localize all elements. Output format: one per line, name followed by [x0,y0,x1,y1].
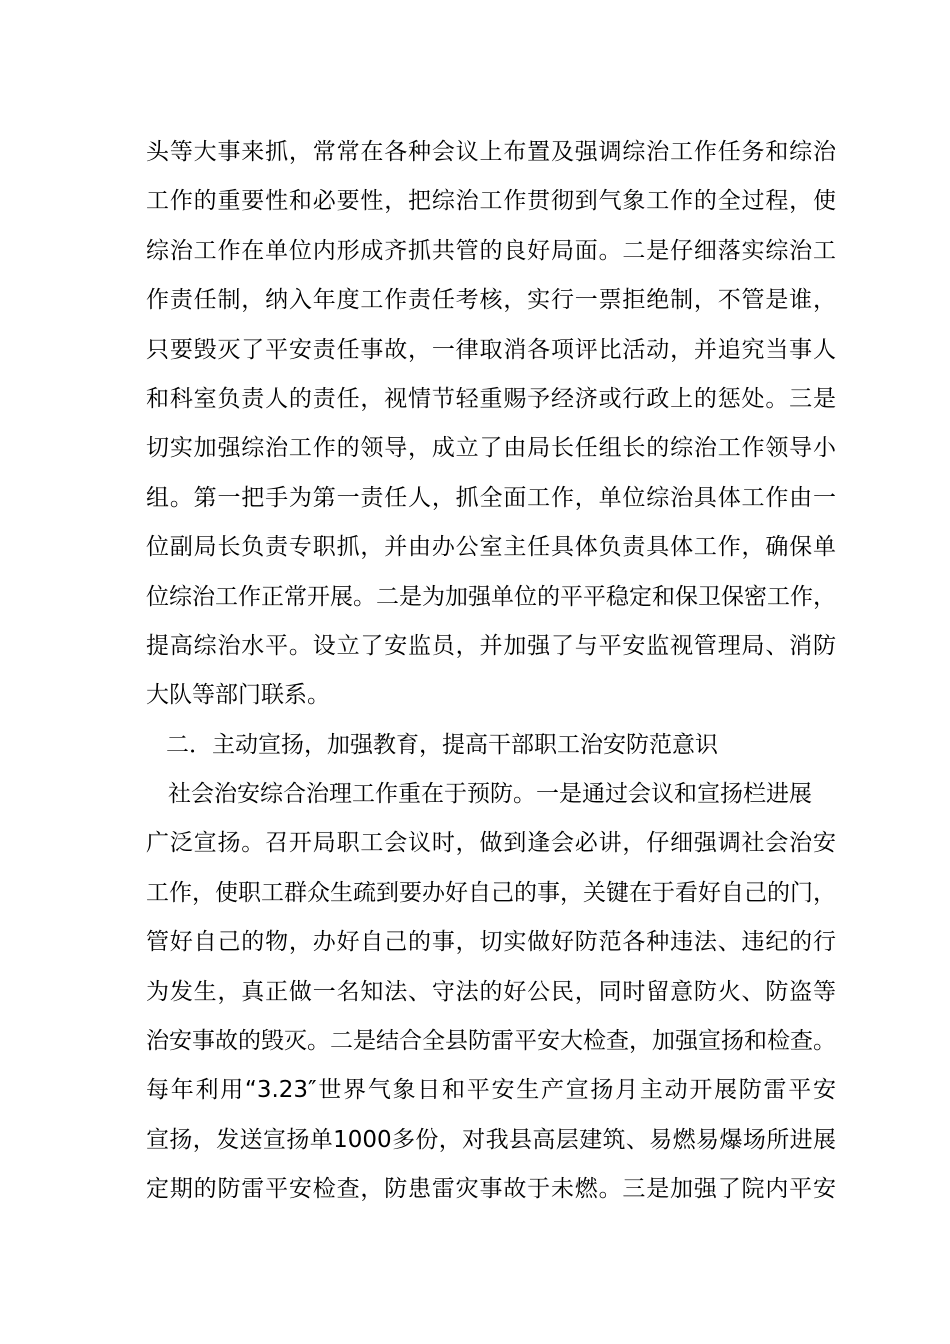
text-line: 和科室负责人的责任，视情节轻重赐予经济或行政上的惩处。三是 [146,385,836,412]
text-line: 工作，使职工群众生疏到要办好自己的事，关键在于看好自己的门， [146,879,836,906]
text-line: 提高综治水平。设立了安监员，并加强了与平安监视管理局、消防 [146,632,836,659]
text-line: 组。第一把手为第一责任人，抓全面工作，单位综治具体工作由一 [146,484,836,511]
text-line: 位综治工作正常开展。二是为加强单位的平平稳定和保卫保密工作， [146,583,836,610]
text-line: 工作的重要性和必要性，把综治工作贯彻到气象工作的全过程，使 [146,188,836,215]
text-line: 只要毁灭了平安责任事故，一律取消各项评比活动，并追究当事人 [146,336,836,363]
body-text [146,128,836,1215]
text-line: 管好自己的物，办好自己的事，切实做好防范各种违法、违纪的行 [146,929,836,956]
text-line: 治安事故的毁灭。二是结合全县防雷平安大检查，加强宣扬和检查。 [146,1028,836,1055]
text-line: 头等大事来抓，常常在各种会议上布置及强调综治工作任务和综治 [146,139,836,165]
text-line: 位副局长负责专职抓，并由办公室主任具体负责具体工作，确保单 [146,534,836,561]
text-line: 每年利用“3.23″世界气象日和平安生产宣扬月主动开展防雷平安 [146,1077,836,1104]
section-heading: 二．主动宣扬，加强教育，提高干部职工治安防范意识 [166,731,718,758]
text-line: 为发生，真正做一名知法、守法的好公民，同时留意防火、防盗等 [146,978,836,1005]
text-line-paragraph-start: 社会治安综合治理工作重在于预防。一是通过会议和宣扬栏进展 [168,781,812,808]
text-line: 综治工作在单位内形成齐抓共管的良好局面。二是仔细落实综治工 [146,237,836,264]
text-line: 切实加强综治工作的领导，成立了由局长任组长的综治工作领导小 [146,435,836,462]
text-line: 宣扬，发送宣扬单1000多份，对我县高层建筑、易燃易爆场所进展 [146,1126,836,1153]
text-line: 广泛宣扬。召开局职工会议时，做到逢会必讲，仔细强调社会治安 [146,830,836,857]
text-line: 定期的防雷平安检查，防患雷灾事故于未燃。三是加强了院内平安 [146,1176,836,1203]
text-line: 作责任制，纳入年度工作责任考核，实行一票拒绝制，不管是谁， [146,287,836,314]
text-line-paragraph-end: 大队等部门联系。 [146,682,330,709]
